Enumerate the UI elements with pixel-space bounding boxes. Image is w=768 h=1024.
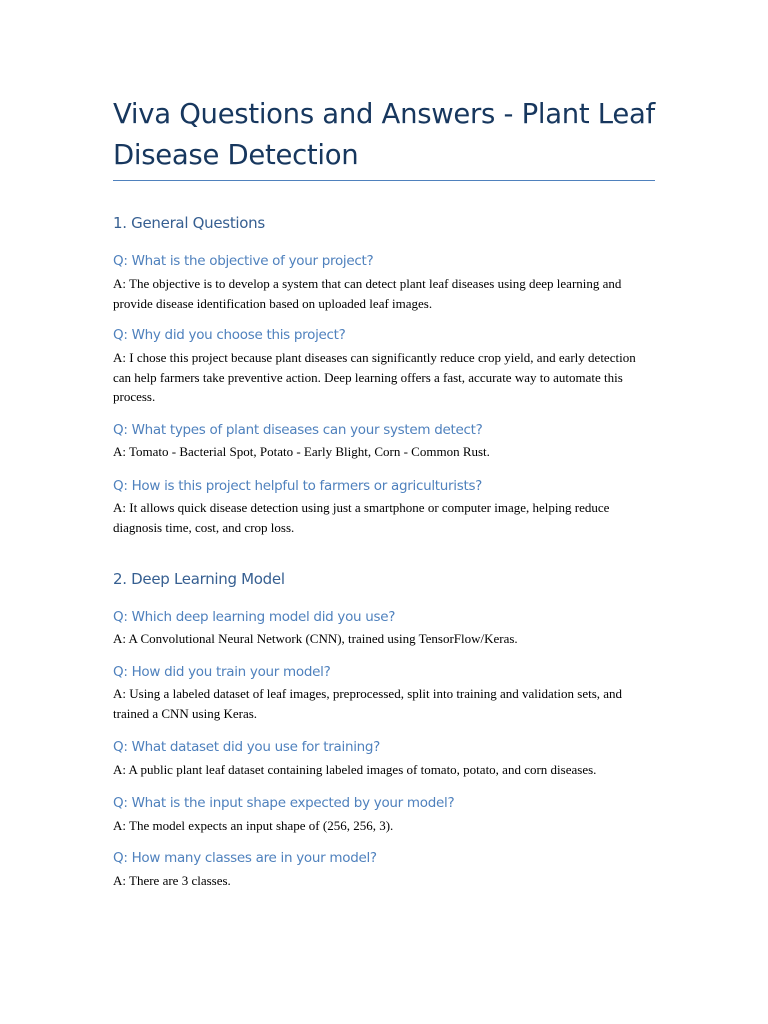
question-input-shape: Q: What is the input shape expected by your model? bbox=[113, 795, 455, 811]
question-why-project: Q: Why did you choose this project? bbox=[113, 327, 346, 343]
answer-objective: A: The objective is to develop a system that can detect plant leaf diseases using deep learning and provide disease identification based on uploaded leaf images. bbox=[113, 276, 622, 311]
question-which-model: Q: Which deep learning model did you use? bbox=[113, 609, 396, 625]
question-objective: Q: What is the objective of your project? bbox=[113, 253, 374, 269]
section-heading-deep-learning: 2. Deep Learning Model bbox=[113, 570, 285, 588]
answer-dataset: A: A public plant leaf dataset containing labeled images of tomato, potato, and corn diseases. bbox=[113, 762, 597, 777]
title-underline bbox=[113, 180, 655, 181]
question-dataset: Q: What dataset did you use for training? bbox=[113, 739, 381, 755]
document-page bbox=[113, 0, 655, 888]
answer-which-model: A: A Convolutional Neural Network (CNN), trained using TensorFlow/Keras. bbox=[113, 631, 518, 646]
question-disease-types: Q: What types of plant diseases can your system detect? bbox=[113, 422, 483, 438]
question-train-model: Q: How did you train your model? bbox=[113, 664, 331, 680]
answer-train-model: A: Using a labeled dataset of leaf images, preprocessed, split into training and validation sets, and trained a CNN using Keras. bbox=[113, 686, 623, 721]
answer-num-classes: A: There are 3 classes. bbox=[113, 873, 231, 888]
question-helpful-farmers: Q: How is this project helpful to farmers or agriculturists? bbox=[113, 478, 483, 494]
document-title: Viva Questions and Answers - Plant Leaf Disease Detection bbox=[113, 98, 655, 171]
section-heading-general: 1. General Questions bbox=[113, 214, 265, 232]
answer-helpful-farmers: A: It allows quick disease detection using just a smartphone or computer image, helping reduce diagnosis time, cost, and crop loss. bbox=[113, 500, 610, 535]
answer-why-project: A: I chose this project because plant diseases can significantly reduce crop yield, and early detection can help farmers take preventive action. Deep learning offers a fast, accurate way to automate this process. bbox=[113, 350, 636, 404]
question-num-classes: Q: How many classes are in your model? bbox=[113, 850, 377, 866]
answer-input-shape: A: The model expects an input shape of (256, 256, 3). bbox=[113, 818, 394, 833]
answer-disease-types: A: Tomato - Bacterial Spot, Potato - Early Blight, Corn - Common Rust. bbox=[113, 444, 490, 459]
